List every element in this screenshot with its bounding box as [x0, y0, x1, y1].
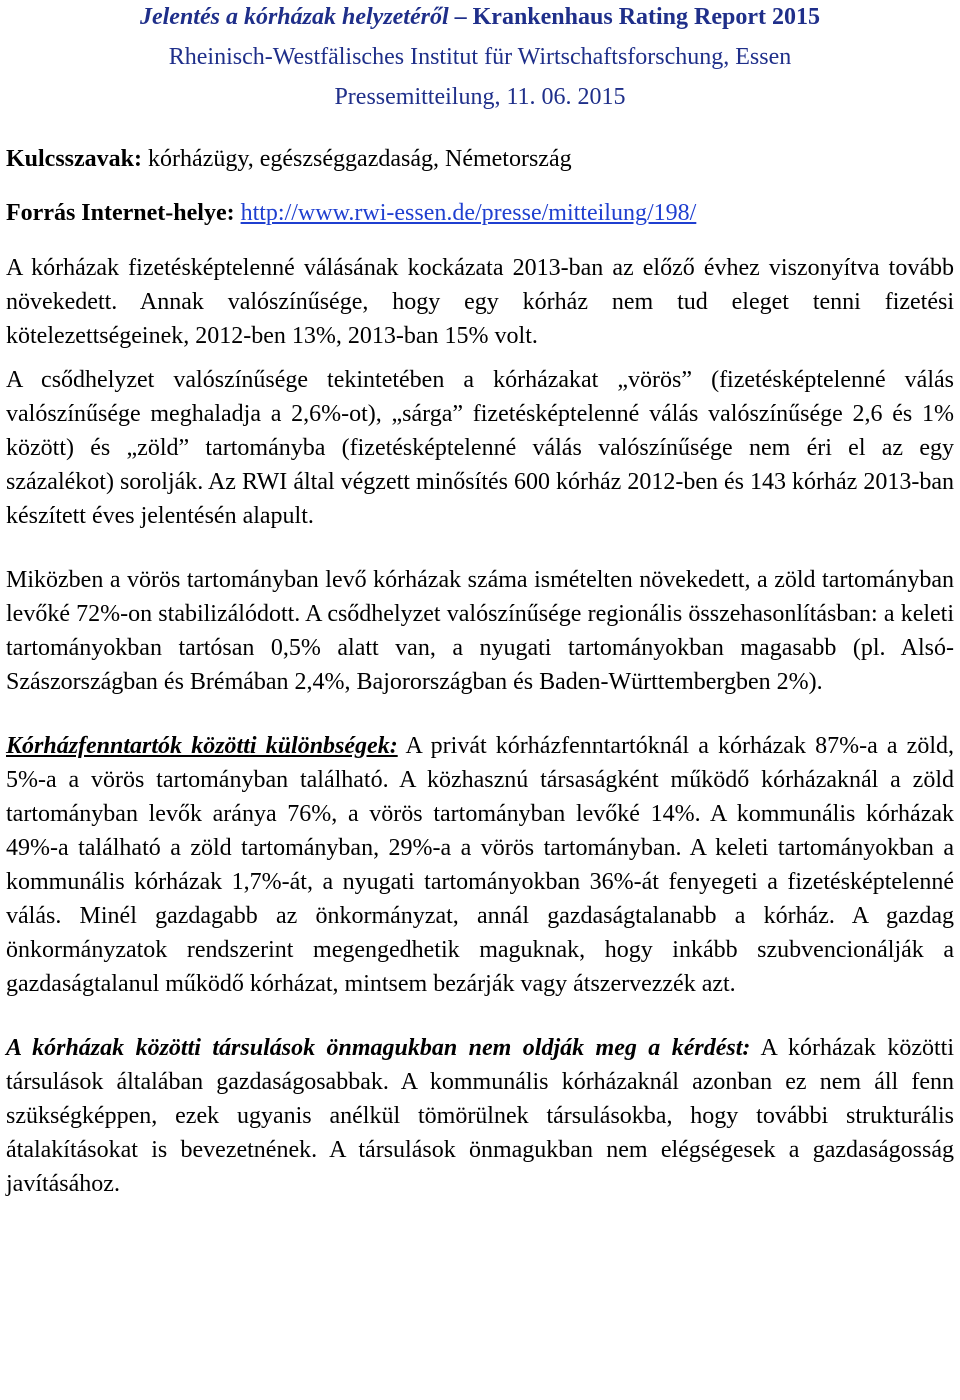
- document-title: [6, 0, 954, 37]
- title-hungarian: Jelentés a kórházak helyzetéről: [139, 4, 449, 30]
- operator-differences-heading: Kórházfenntartók közötti különbségek:: [6, 733, 398, 759]
- title-dash: –: [448, 4, 473, 30]
- paragraph-rating-categories: A csődhelyzet valószínűsége tekintetében a kórházakat „vörös” (fizetésképtelenné válás valószínűsége meghaladja a 2,6%-ot), „sárga” fizetésképtelenné válás valószínűsége 2,6 és 1% között) és „zöld” tartományba (fizetésképtelenné válás valószínűsége nem éri el az egy százalékot) sorolják. Az RWI által végzett minősítés 600 kórház 2012-ben és 143 kórház 2013-ban készített éves jelentésén alapult.: [6, 367, 954, 529]
- paragraph-regional-comparison: Miközben a vörös tartományban levő kórházak száma ismételten növekedett, a zöld tartományban levőké 72%-on stabilizálódott. A csődhelyzet valószínűsége regionális összehasonlításban: a keleti tartományokban tartósan 0,5% alatt van, a nyugati tartományokban magasabb (pl. Alsó-Szászországban és Brémában 2,4%, Bajorországban és Baden-Württembergben 2%).: [6, 567, 954, 695]
- hospital-associations-body: A kórházak közötti társulások általában gazdaságosabbak. A kommunális kórházaknál azonban ez nem áll fenn szükségképpen, ezek ugyanis anélkül tömörülnek társulásokba, hogy további strukturális átalakításokat is bevezetnének. A társulások önmagukban nem elégségesek a gazdaságosság javításához.: [6, 1035, 954, 1197]
- keywords-line: [6, 143, 954, 175]
- source-link[interactable]: http://www.rwi-essen.de/presse/mitteilung/198/: [240, 200, 697, 226]
- operator-differences-body: A privát kórházfenntartóknál a kórházak 87%-a a zöld, 5%-a a vörös tartományban található. A közhasznú társaságként működő kórházaknál a zöld tartományban levők aránya 76%, a vörös tartományban levőké 14%. A kommunális kórházak 49%-a található a zöld tartományban, 29%-a a vörös tartományban. A keleti tartományokban a kommunális kórházak 1,7%-át, a nyugati tartományokban 36%-át fenyegeti a fizetésképtelenné válás. Minél gazdagabb az önkormányzat, annál gazdaságtalanabb a kórház. A gazdag önkormányzatok rendszerint megengedhetik maguknak, hogy inkább szubvencionálják a gazdaságtalanul működő kórházat, mintsem bezárják vagy átszervezzék azt.: [6, 733, 954, 997]
- keywords-value: kórházügy, egészséggazdaság, Németország: [142, 146, 572, 172]
- title-report-name: Krankenhaus Rating Report 2015: [472, 4, 821, 30]
- press-release-date: Pressemitteilung, 11. 06. 2015: [334, 84, 626, 110]
- keywords-label: Kulcsszavak:: [6, 146, 143, 172]
- institute-name: Rheinisch-Westfälisches Institut für Wirtschaftsforschung, Essen: [168, 44, 792, 70]
- source-label: Forrás Internet-helye:: [6, 200, 235, 226]
- hospital-associations-heading: A kórházak közötti társulások önmagukban nem oldják meg a kérdést:: [6, 1035, 751, 1061]
- document-header: [6, 0, 954, 117]
- paragraph-risk-increase: A kórházak fizetésképtelenné válásának kockázata 2013-ban az előző évhez viszonyítva tovább növekedett. Annak valószínűsége, hogy egy kórház nem tud eleget tenni fizetési kötelezettségeinek, 2012-ben 13%, 2013-ban 15% volt.: [6, 255, 954, 349]
- source-line: [6, 197, 954, 229]
- paragraph-hospital-associations: [6, 1031, 954, 1201]
- paragraph-operator-differences: [6, 729, 954, 1001]
